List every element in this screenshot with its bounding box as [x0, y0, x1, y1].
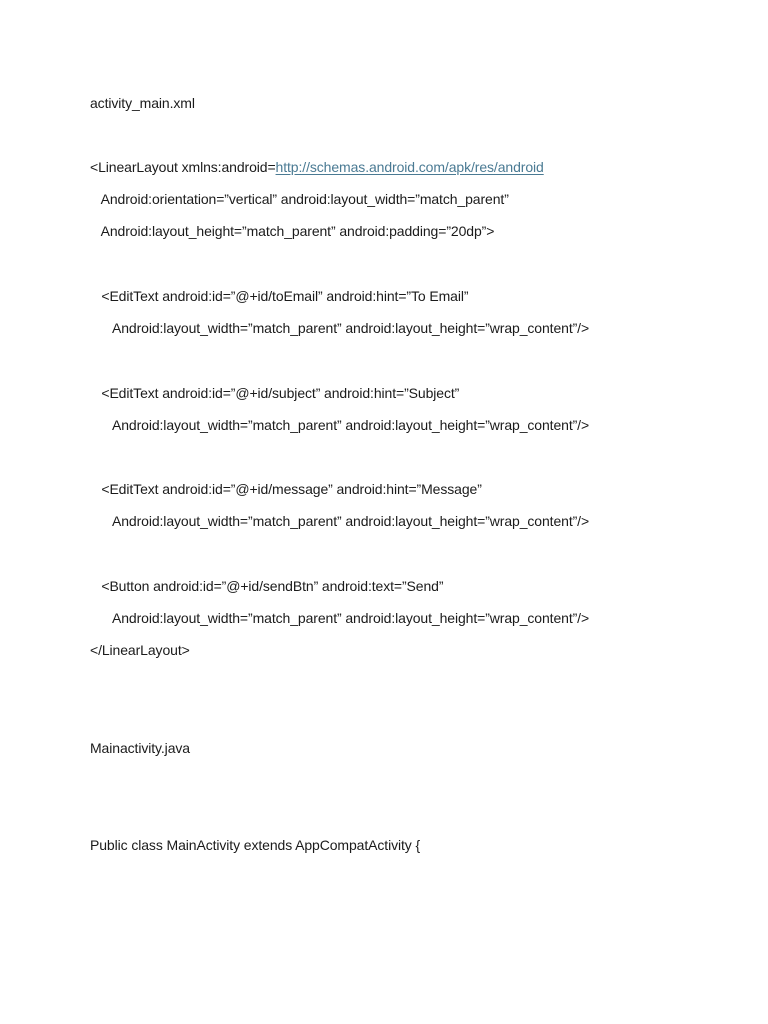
edittext-subject-size-line: Android:layout_width=”match_parent” android:layout_height=”wrap_content”/> — [90, 417, 590, 433]
linearlayout-attrs-line-1: Android:orientation=”vertical” android:layout_width=”match_parent” — [90, 191, 509, 207]
button-send-size-line: Android:layout_width=”match_parent” android:layout_height=”wrap_content”/> — [90, 610, 590, 626]
button-send-line: <Button android:id=”@+id/sendBtn” android:text=”Send” — [90, 578, 444, 594]
java-class-declaration-line: Public class MainActivity extends AppCompatActivity { — [90, 837, 421, 853]
linearlayout-close-line: </LinearLayout> — [90, 642, 190, 658]
edittext-to-email-line: <EditText android:id=”@+id/toEmail” android:hint=”To Email” — [90, 288, 469, 304]
linearlayout-open-prefix: <LinearLayout xmlns:android= — [90, 159, 276, 175]
xml-filename-heading: activity_main.xml — [90, 95, 195, 111]
edittext-subject-line: <EditText android:id=”@+id/subject” android:hint=”Subject” — [90, 385, 460, 401]
namespace-link[interactable]: http://schemas.android.com/apk/res/android — [275, 159, 544, 175]
edittext-message-line: <EditText android:id=”@+id/message” android:hint=”Message” — [90, 481, 482, 497]
linearlayout-open-line — [90, 158, 544, 176]
edittext-to-email-size-line: Android:layout_width=”match_parent” android:layout_height=”wrap_content”/> — [90, 320, 590, 336]
edittext-message-size-line: Android:layout_width=”match_parent” android:layout_height=”wrap_content”/> — [90, 513, 590, 529]
java-filename-heading: Mainactivity.java — [90, 740, 190, 756]
linearlayout-attrs-line-2: Android:layout_height=”match_parent” android:padding=”20dp”> — [90, 223, 495, 239]
